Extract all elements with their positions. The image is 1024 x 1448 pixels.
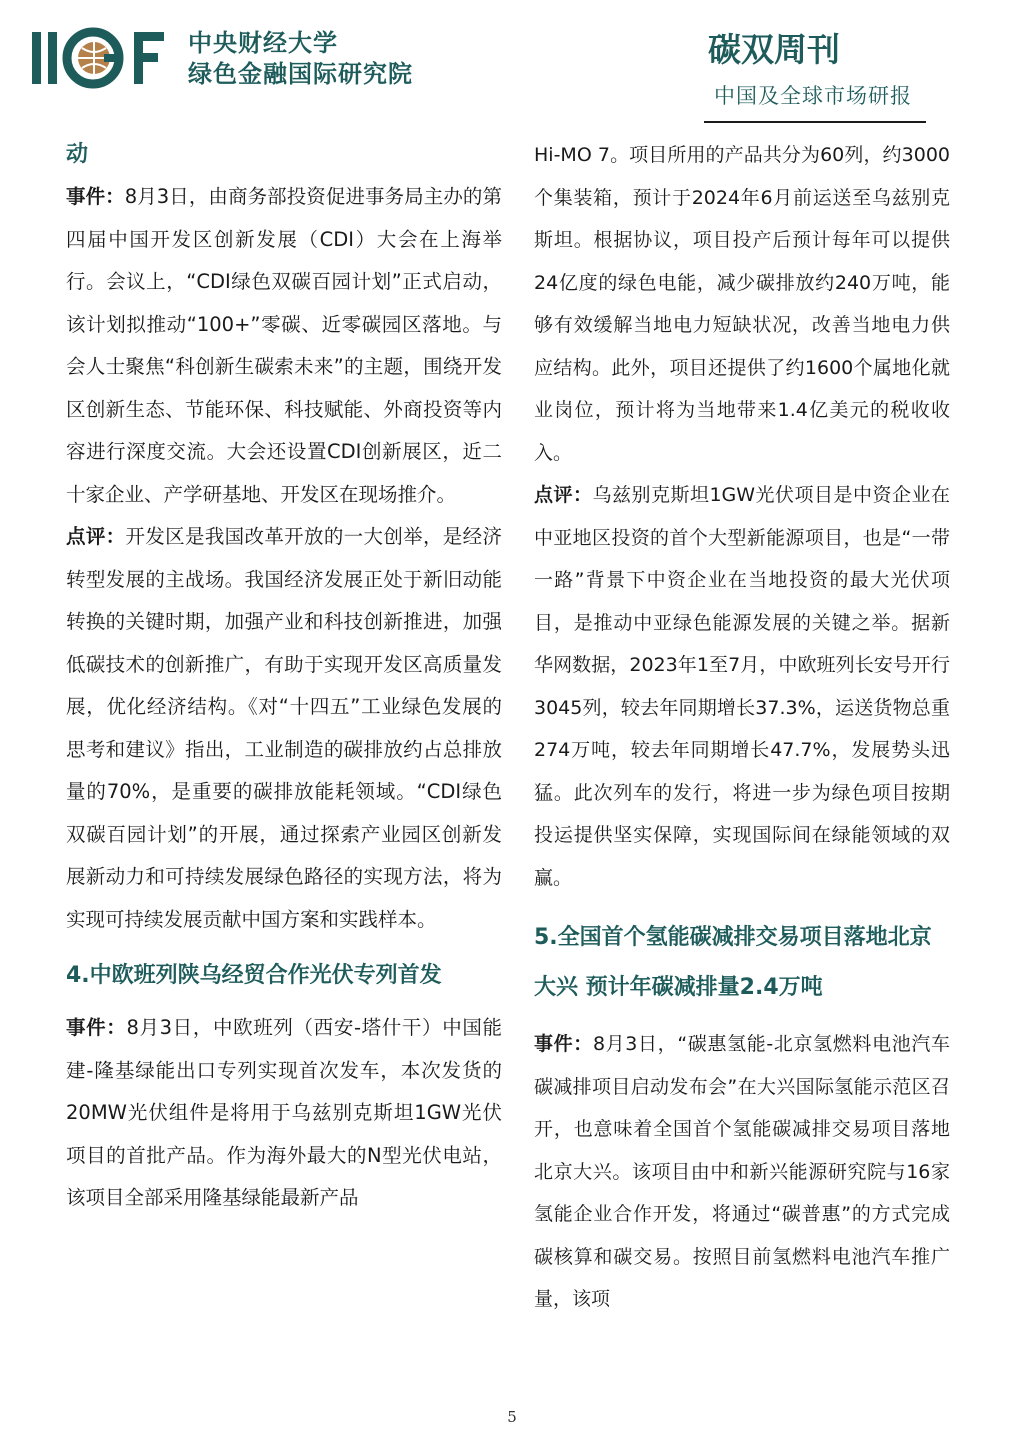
comment-label: 点评： [534,484,593,506]
continued-heading: 动 [66,142,89,167]
comment-label: 点评： [66,525,126,548]
event-label: 事件： [534,1033,593,1055]
publication-subtitle: 中国及全球市场研报 [714,84,912,108]
event-label: 事件： [66,1016,127,1039]
publication-title: 碳双周刊 [708,30,840,69]
event-paragraph [66,1007,502,1220]
page-header [0,0,1024,130]
section-heading-4: 4.中欧班列陕乌经贸合作光伏专列首发 [66,963,442,988]
section-heading-5: 5.全国首个氢能碳减排交易项目落地北京大兴 预计年碳减排量2.4万吨 [534,925,932,1000]
right-column [534,134,950,1321]
event-paragraph [66,176,502,516]
comment-paragraph [66,516,502,941]
comment-text: 开发区是我国改革开放的一大创举，是经济转型发展的主战场。我国经济发展正处于新旧动能转换的关键时期，加强产业和科技创新推进，加强低碳技术的创新推广，有助于实现开发区高质量发展，优化经济结构。《对“十四五”工业绿色发展的思考和建议》指出，工业制造的碳排放约占总排放量的70%，是重要的碳排放能耗领域。“CDI绿色双碳百园计划”的开展，通过探索产业园区创新发展新动力和可持续发展绿色路径的实现方法，将为实现可持续发展贡献中国方案和实践样本。 [66,525,502,931]
header-divider [704,121,926,123]
body-paragraph: Hi-MO 7。项目所用的产品共分为60列，约3000个集装箱，预计于2024年6月前运送至乌兹别克斯坦。根据协议，项目投产后预计每年可以提供24亿度的绿色电能，减少碳排放约240万吨，能够有效缓解当地电力短缺状况，改善当地电力供应结构。此外，项目还提供了约1600个属地化就业岗位，预计将为当地带来1.4亿美元的税收收入。 [534,144,950,464]
event-text: 8月3日，由商务部投资促进事务局主办的第四届中国开发区创新发展（CDI）大会在上海举行。会议上，“CDI绿色双碳百园计划”正式启动，该计划拟推动“100+”零碳、近零碳园区落地。与会人士聚焦“科创新生碳索未来”的主题，围绕开发区创新生态、节能环保、科技赋能、外商投资等内容进行深度交流。大会还设置CDI创新展区，近二十家企业、产学研基地、开发区在现场推介。 [66,185,502,506]
left-column [66,134,502,1220]
event-label: 事件： [66,185,125,208]
event-paragraph [534,1023,950,1321]
comment-text: 乌兹别克斯坦1GW光伏项目是中资企业在中亚地区投资的首个大型新能源项目，也是“一带一路”背景下中资企业在当地投资的最大光伏项目，是推动中亚绿色能源发展的关键之举。据新华网数据，2023年1至7月，中欧班列长安号开行3045列，较去年同期增长37.3%，运送货物总重274万吨，较去年同期增长47.7%，发展势头迅猛。此次列车的发行，将进一步为绿色项目按期投运提供坚实保障，实现国际间在绿能领域的双赢。 [534,484,950,889]
org-line-2: 绿色金融国际研究院 [188,60,413,88]
event-text: 8月3日，“碳惠氢能-北京氢燃料电池汽车碳减排项目启动发布会”在大兴国际氢能示范区召开，也意味着全国首个氢能碳减排交易项目落地北京大兴。该项目由中和新兴能源研究院与16家氢能企业合作开发，将通过“碳普惠”的方式完成碳核算和碳交易。按照目前氢燃料电池汽车推广量，该项 [534,1033,950,1310]
comment-paragraph [534,474,950,899]
organization-name [188,28,413,90]
event-text: 8月3日，中欧班列（西安-塔什干）中国能建-隆基绿能出口专列实现首次发车，本次发货的20MW光伏组件是将用于乌兹别克斯坦1GW光伏项目的首批产品。作为海外最大的N型光伏电站，该项目全部采用隆基绿能最新产品 [66,1016,502,1209]
page-number: 5 [507,1408,517,1426]
iigf-logo [30,26,170,92]
org-line-1: 中央财经大学 [188,29,338,57]
